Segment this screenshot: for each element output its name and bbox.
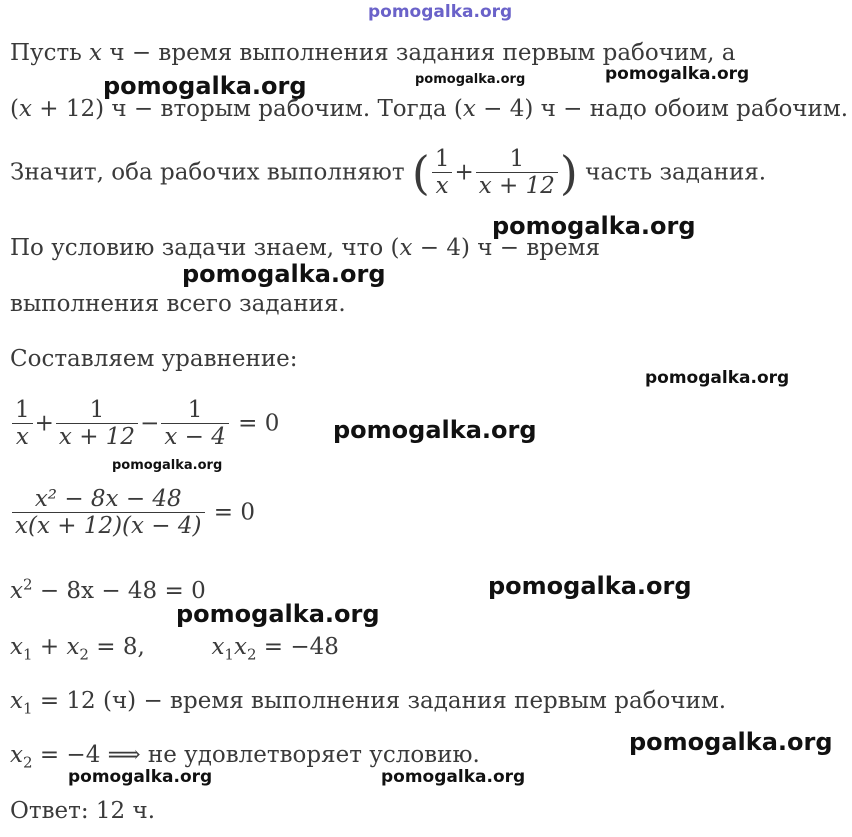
watermark: pomogalka.org	[645, 368, 790, 388]
equation-5: $x_1 = 12$ (ч) − время выполнения задания первым рабочим.	[10, 688, 727, 718]
equation-1: $\frac{1}{x}$ + $\frac{1}{x + 12}$ − $\frac{1}{x - 4}$ = 0	[10, 397, 279, 451]
text-line-2: (x + 12) ч − вторым рабочим. Тогда (x − 4) ч − надо обоим рабочим.	[10, 96, 849, 122]
equation-3: $x^2 - 8x - 48 = 0$	[10, 575, 206, 604]
text-line-3: Значит, оба рабочих выполняют ( $\frac{1}{x}$ + $\frac{1}{x + 12}$ ) часть задания.	[10, 145, 767, 200]
fraction-1-over-x12: $\frac{1}{x + 12}$	[476, 146, 558, 200]
watermark: pomogalka.org	[68, 767, 213, 787]
watermark: pomogalka.org	[182, 260, 386, 288]
equation-2: $\frac{\text{x² − 8x − 48}}{x(x + 12)(x - 4)}$ = 0	[10, 486, 255, 540]
text-line-4: По условию задачи знаем, что (x − 4) ч − время	[10, 235, 601, 261]
watermark: pomogalka.org	[488, 572, 692, 600]
watermark: pomogalka.org	[629, 728, 833, 756]
watermark-top: pomogalka.org	[368, 2, 513, 22]
watermark: pomogalka.org	[415, 72, 526, 87]
watermark: pomogalka.org	[381, 767, 526, 787]
text-line-6: Составляем уравнение:	[10, 346, 298, 372]
watermark: pomogalka.org	[103, 72, 307, 100]
text-line-1: Пусть x ч − время выполнения задания первым рабочим, а	[10, 40, 736, 66]
answer-line: Ответ: 12 ч.	[10, 798, 156, 824]
watermark: pomogalka.org	[492, 212, 696, 240]
watermark: pomogalka.org	[333, 416, 537, 444]
watermark: pomogalka.org	[176, 600, 380, 628]
text-line-5: выполнения всего задания.	[10, 291, 346, 317]
fraction-1-over-x: $\frac{1}{x}$	[432, 146, 453, 200]
equation-6: $x_2 = -4$ ⟹ не удовлетворяет условию.	[10, 742, 480, 772]
watermark: pomogalka.org	[605, 64, 750, 84]
equation-4: $x_1 + x_2 = 8$, $x_1x_2 = -48$	[10, 634, 339, 664]
watermark: pomogalka.org	[112, 458, 223, 473]
